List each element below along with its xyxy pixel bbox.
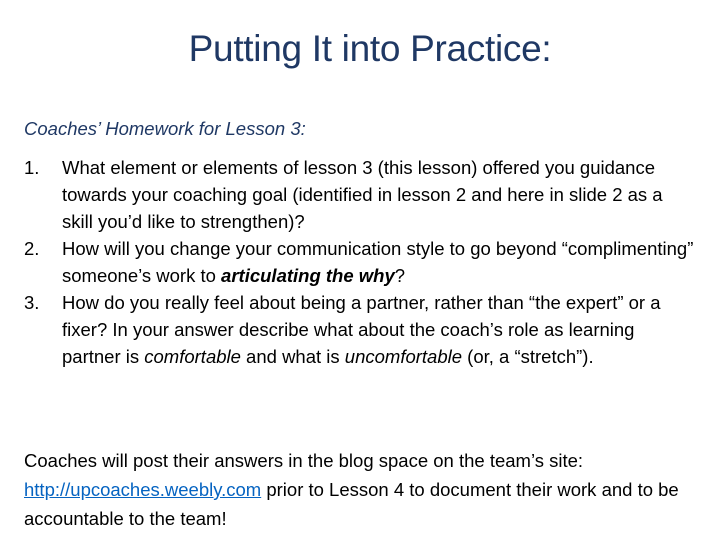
slide-title: Putting It into Practice:	[188, 28, 552, 69]
question-text-part: How do you really feel about being a partner, rather than “the expert” or a fixer? In your answer describe what about the coach’s role as learning partner is	[62, 292, 661, 367]
item-number: 3.	[24, 292, 40, 313]
question-text-part: ?	[394, 265, 406, 286]
footer-note	[24, 446, 704, 533]
emphasis-text: articulating the why	[221, 265, 395, 286]
list-item	[24, 154, 694, 235]
question-text-part: How will you change your communication style to go beyond “complimenting” someone’s work to	[62, 238, 694, 286]
homework-heading: Coaches’ Homework for Lesson 3:	[24, 118, 306, 139]
item-number: 1.	[24, 157, 40, 178]
question-text	[62, 292, 661, 367]
emphasis-text: uncomfortable	[344, 346, 463, 367]
item-number: 2.	[24, 238, 40, 259]
question-text	[62, 238, 693, 286]
footer-text: prior to Lesson 4 to document their work and to be accountable to the team!	[24, 479, 679, 529]
question-text: What element or elements of lesson 3 (this lesson) offered you guidance towards your coaching goal (identified in lesson 2 and here in slide 2 as a skill you’d like to strengthen)?	[62, 157, 663, 232]
question-text-part: and what is	[240, 346, 345, 367]
emphasis-text: comfortable	[144, 346, 241, 367]
question-text-part: (or, a “stretch”).	[462, 346, 594, 367]
list-item	[24, 289, 694, 370]
site-link[interactable]: http://upcoaches.weebly.com	[24, 479, 262, 500]
question-list	[24, 154, 694, 370]
list-item	[24, 235, 694, 289]
footer-text: Coaches will post their answers in the blog space on the team’s site:	[24, 450, 584, 471]
